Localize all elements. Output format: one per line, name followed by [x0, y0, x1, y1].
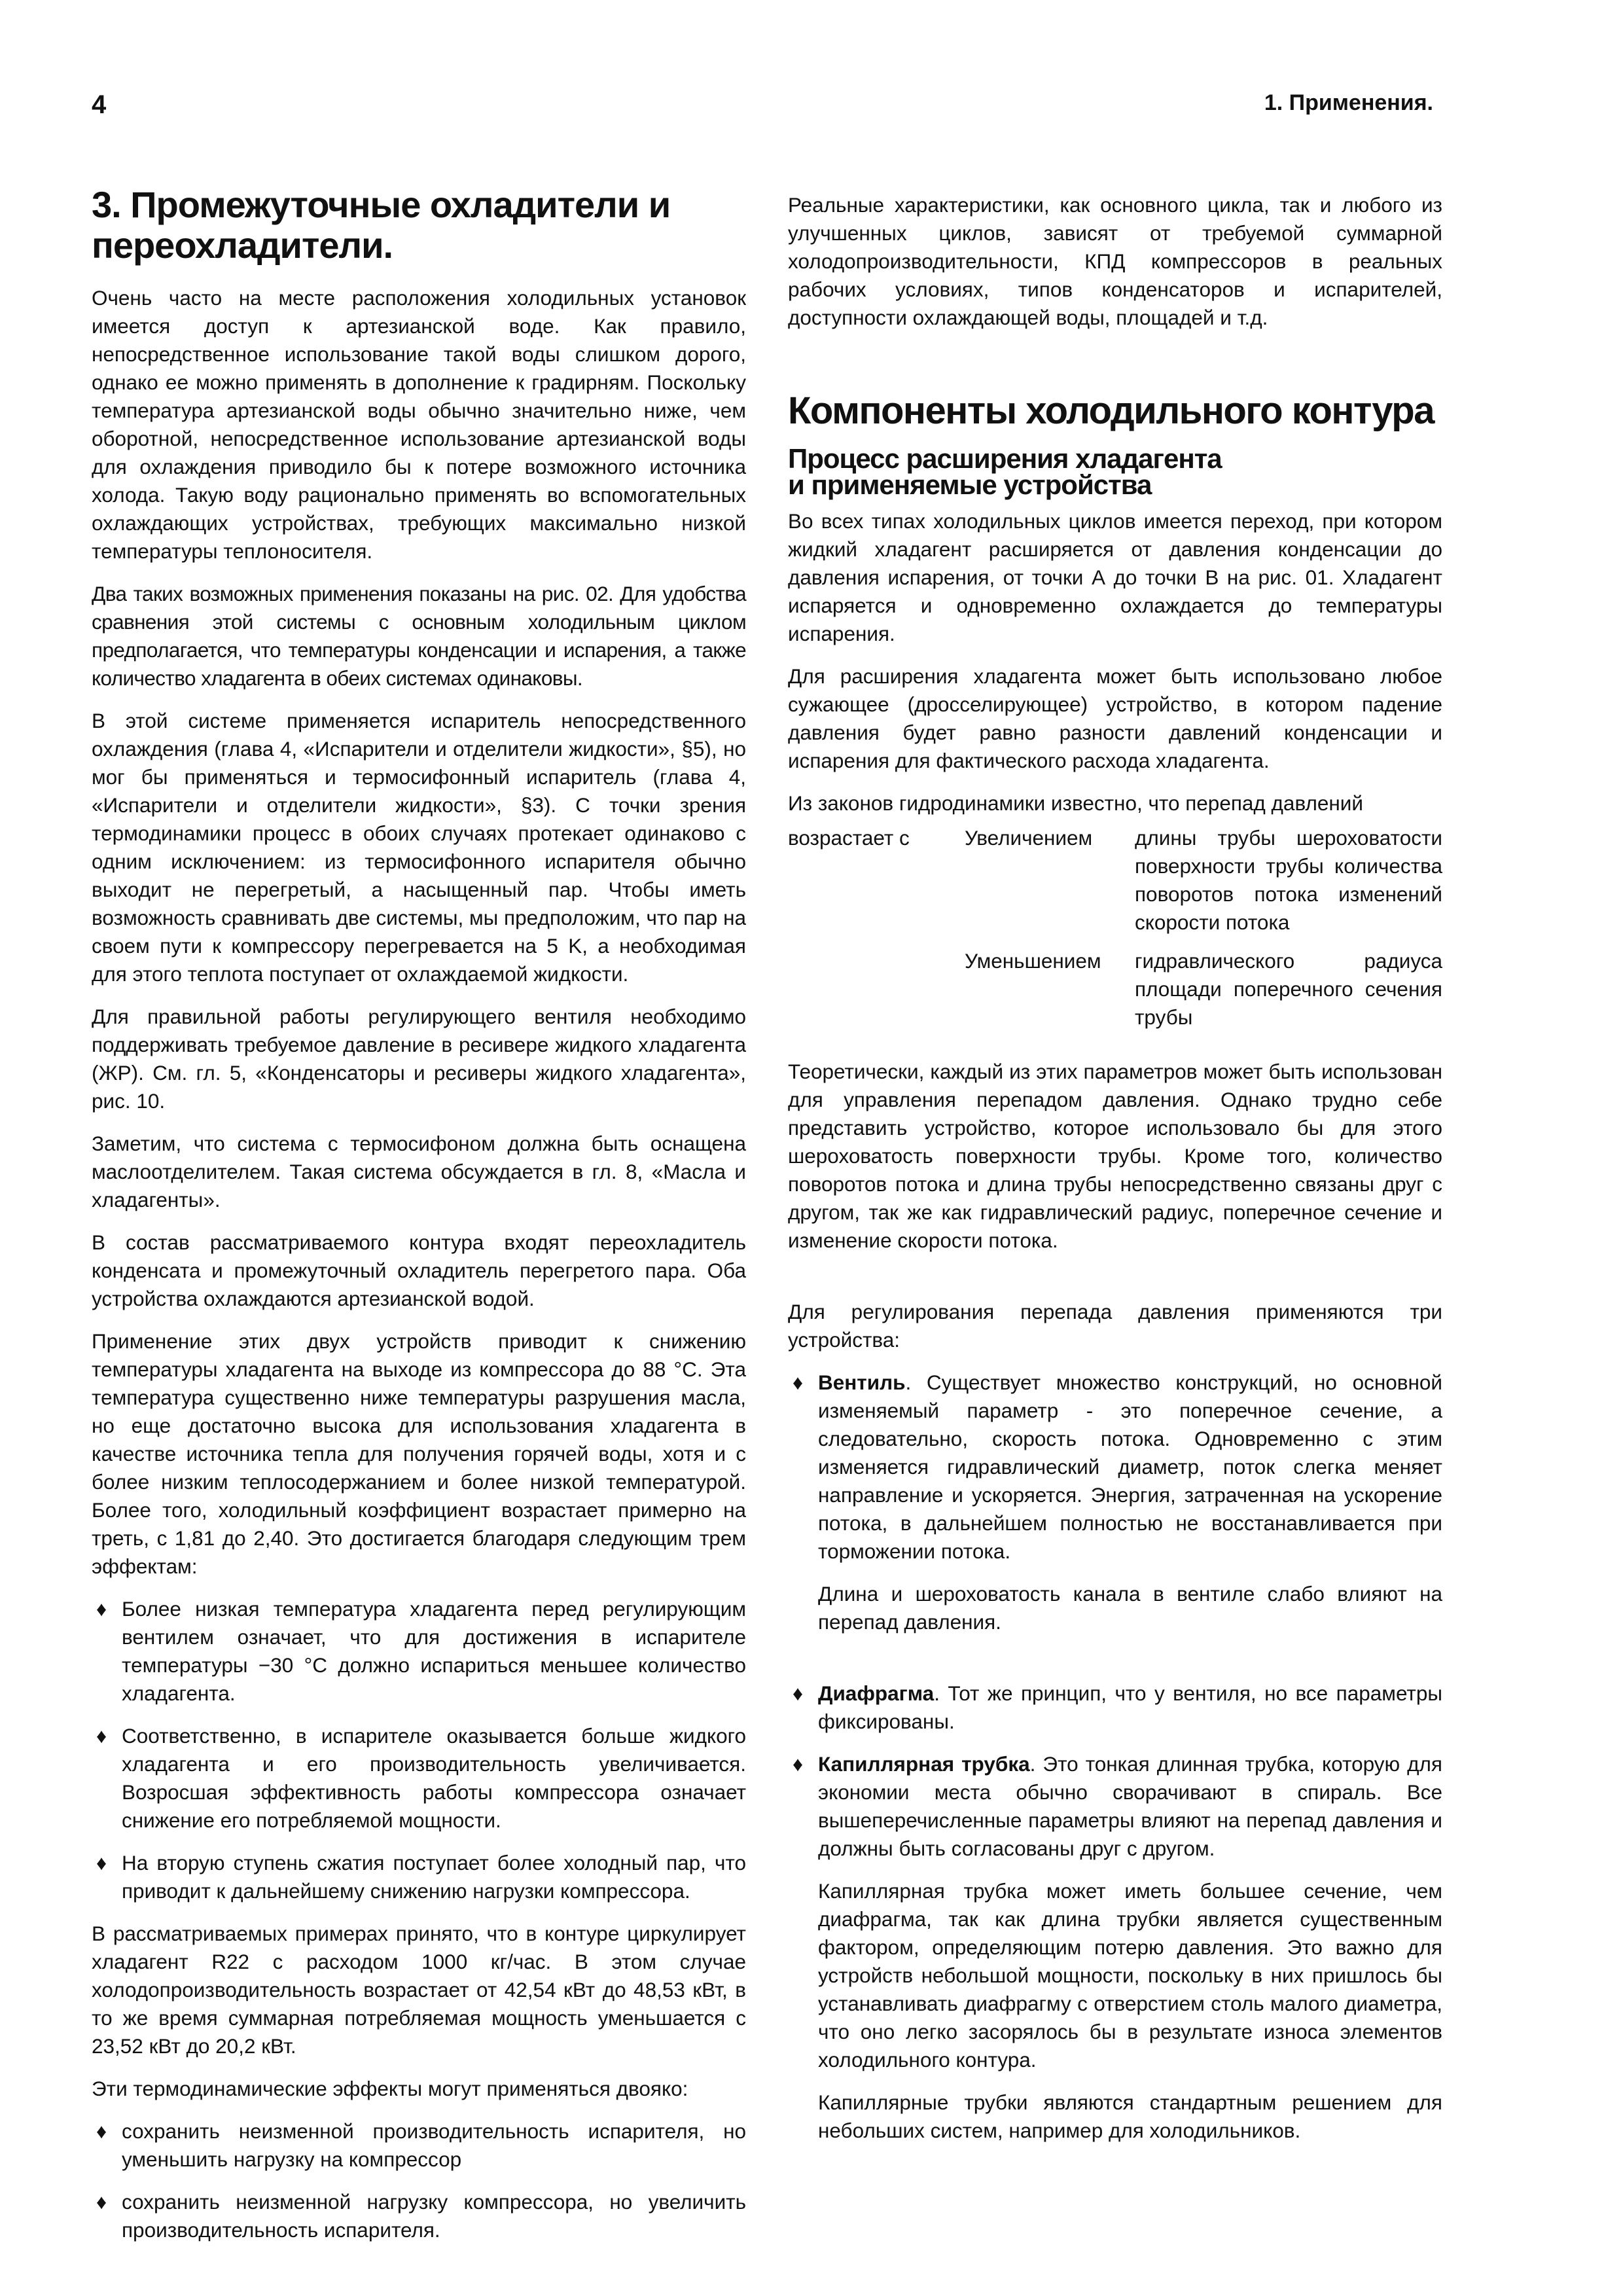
- bullet-diamond-icon: ♦: [792, 1752, 804, 1776]
- list-item: [92, 2188, 746, 2244]
- paragraph-two-applications: Два таких возможных применения показаны на рис. 02. Для удобства сравнения этой системы с основным холодильным циклом предполагается, что температуры конденсации и испарения, а также количество хладагента в обеих системах одинаковы.: [92, 582, 746, 690]
- device-note: Капиллярные трубки являются стандартным решением для небольших систем, например для холодильников.: [818, 2090, 1442, 2142]
- section-title: 3. Промежуточные охладители и переохладители.: [92, 184, 671, 266]
- main-heading: Компоненты холодильного контура: [788, 389, 1434, 432]
- table-cell-label: возрастает с: [788, 826, 910, 850]
- list-item: [92, 2117, 746, 2174]
- paragraph-oil-separator: Заметим, что система с термосифоном должна быть оснащена маслоотделителем. Такая система обсуждается в гл. 8, «Масла и хладагенты».: [92, 1132, 746, 1211]
- device-description: . Тот же принцип, что у вентиля, но все параметры фиксированы.: [818, 1681, 1442, 1733]
- paragraph-r22-example: В рассматриваемых примерах принято, что в контуре циркулирует хладагент R22 с расходом 1000 кг/час. В этом случае холодопроизводительность возрастает от 42,54 кВт до 48,53 кВт, в то же время суммарная потребляемая мощность уменьшается с 23,52 кВт до 20,2 кВт.: [92, 1922, 746, 2058]
- paragraph-devices-intro: Для регулирования перепада давления применяются три устройства:: [788, 1300, 1442, 1352]
- device-note: Длина и шероховатость канала в вентиле слабо влияют на перепад давления.: [818, 1582, 1442, 1634]
- table-cell-decrease-label: Уменьшением: [965, 949, 1101, 973]
- left-column: [92, 185, 746, 2259]
- list-item: [92, 1849, 746, 1905]
- bullet-diamond-icon: ♦: [96, 1851, 107, 1874]
- right-column: [788, 191, 1442, 2159]
- list-item: [92, 1595, 746, 1708]
- bullet-diamond-icon: ♦: [96, 1724, 107, 1748]
- paragraph-theory: Теоретически, каждый из этих параметров может быть использован для управления перепадом давления. Однако трудно себе представить устройство, которое использовало бы для этого шероховатость поверхности трубы. Кроме того, количество поворотов потока и длина трубы непосредственно связаны друг с другом, так же как гидравлический радиус, поперечное сечение и изменение скорости потока.: [788, 1060, 1442, 1252]
- chapter-title: 1. Применения.: [1264, 90, 1433, 115]
- device-description: . Это тонкая длинная трубка, которую для экономии места обычно сворачивают в спираль. Все вышеперечисленные параметры влияют на перепад давления и должны быть согласованы друг с другом.: [818, 1752, 1442, 1860]
- options-list: [92, 2117, 746, 2244]
- list-item: [92, 1722, 746, 1835]
- paragraph-artesian-water: Очень часто на месте расположения холодильных установок имеется доступ к артезианской воде. Как правило, непосредственное использование такой воды слишком дорого, однако ее можно применять в дополнение к градирням. Поскольку температура артезианской воды обычно значительно ниже, чем оборотной, непосредственное использование артезианской воды для охлаждения приводило бы к потере возможного источника холода. Такую воду рационально применять во вспомогательных охлаждающих устройствах, требующих максимально низкой температуры теплоносителя.: [92, 286, 746, 563]
- table-cell-decrease-text: гидравлического радиуса площади поперечного сечения трубы: [1135, 949, 1442, 1029]
- bullet-diamond-icon: ♦: [792, 1371, 804, 1394]
- device-description: . Существует множество конструкций, но основной изменяемый параметр - это поперечное сечение, а следовательно, скорость потока. Одновременно с этим изменяется гидравлический диаметр, поток слегка меняет направление и ускоряется. Энергия, затраченная на ускорение потока, в дальнейшем полностью не восстанавливается при торможении потока.: [818, 1371, 1442, 1563]
- table-cell-increase-text: длины трубы шероховатости поверхности трубы количества поворотов потока изменений скорости потока: [1135, 826, 1442, 934]
- bullet-diamond-icon: ♦: [96, 2119, 107, 2143]
- pressure-factors-table: [788, 824, 1442, 1042]
- bullet-diamond-icon: ♦: [792, 1681, 804, 1705]
- device-note: Капиллярная трубка может иметь большее сечение, чем диафрагма, так как длина трубки является существенным фактором, определяющим потерю давления. Это важно для устройств небольшой мощности, поскольку в них пришлось бы устанавливать диафрагму с отверстием столь малого диаметра, что оно легко засорялось бы в результате износа элементов холодильного контура.: [818, 1879, 1442, 2072]
- devices-list: [788, 1369, 1442, 2145]
- paragraph-evaporator: В этой системе применяется испаритель непосредственного охлаждения (глава 4, «Испарители и отделители жидкости», §5), но мог бы применяться и термосифонный испаритель (глава 4, «Испарители и отделители жидкости», §3). С точки зрения термодинамики процесс в обоих случаях протекает одинаково с одним исключением: из термосифонного испарителя обычно выходит не перегретый, а насыщенный пар. Чтобы иметь возможность сравнивать две системы, мы предположим, что пар на своем пути к компрессору перегревается на 5 K, а необходимая для этого теплота поступает от охлаждаемой жидкости.: [92, 709, 746, 986]
- paragraph-throttling: Для расширения хладагента может быть использовано любое сужающее (дросселирующее) устройство, в котором падение давления будет равно разности давлений конденсации и испарения для фактического расхода хладагента.: [788, 664, 1442, 772]
- paragraph-expansion: Во всех типах холодильных циклов имеется переход, при котором жидкий хладагент расширяется от давления конденсации до давления испарения, от точки А до точки В на рис. 01. Хладагент испаряется и одновременно охлаждается до температуры испарения.: [788, 509, 1442, 645]
- table-cell-increase-label: Увеличением: [965, 826, 1093, 850]
- list-item-text: Соответственно, в испарителе оказывается больше жидкого хладагента и его производительность увеличивается. Возросшая эффективность работы компрессора означает снижение его потребляемой мощности.: [122, 1724, 746, 1832]
- list-item-text: На вторую ступень сжатия поступает более холодный пар, что приводит к дальнейшему снижению нагрузки компрессора.: [122, 1851, 746, 1903]
- paragraph-hydrodynamics: Из законов гидродинамики известно, что перепад давлений: [788, 791, 1363, 815]
- list-item-valve: [788, 1369, 1442, 1636]
- bullet-diamond-icon: ♦: [96, 1597, 107, 1621]
- term-capillary: Капиллярная трубка: [818, 1752, 1030, 1776]
- effects-list: [92, 1595, 746, 1905]
- page-number: 4: [92, 90, 107, 119]
- list-item-diaphragm: [788, 1679, 1442, 1736]
- list-item-text: Более низкая температура хладагента перед регулирующим вентилем означает, что для достижения в испарителе температуры −30 °C должно испариться меньшее количество хладагента.: [122, 1597, 746, 1705]
- list-item-text: сохранить неизменной производительность испарителя, но уменьшить нагрузку на компрессор: [122, 2119, 746, 2171]
- sub-heading-line1: Процесс расширения хладагента: [788, 443, 1222, 474]
- paragraph-circuit-composition: В состав рассматриваемого контура входят переохладитель конденсата и промежуточный охладитель перегретого пара. Оба устройства охлаждаются артезианской водой.: [92, 1230, 746, 1310]
- term-diaphragm: Диафрагма: [818, 1681, 935, 1705]
- bullet-diamond-icon: ♦: [96, 2190, 107, 2214]
- sub-heading-line2: и применяемые устройства: [788, 469, 1152, 500]
- table-row: [788, 824, 1442, 947]
- table-row: [788, 947, 1442, 1042]
- list-item-capillary: [788, 1750, 1442, 2145]
- paragraph-regulating-valve: Для правильной работы регулирующего вентиля необходимо поддерживать требуемое давление в ресивере жидкого хладагента (ЖР). См. гл. 5, «Конденсаторы и ресиверы жидкого хладагента», рис. 10.: [92, 1005, 746, 1113]
- paragraph-real-characteristics: Реальные характеристики, как основного цикла, так и любого из улучшенных циклов, зависят от требуемой суммарной холодопроизводительности, КПД компрессоров в реальных рабочих условиях, типов конденсаторов и испарителей, доступности охлаждающей воды, площадей и т.д.: [788, 193, 1442, 329]
- sub-heading: [788, 443, 1442, 500]
- paragraph-temperature-effects: Применение этих двух устройств приводит к снижению температуры хладагента на выходе из компрессора до 88 °C. Эта температура существенно ниже температуры разрушения масла, но еще достаточно высока для использования хладагента в качестве источника тепла для получения горячей воды, хотя и с более низким теплосодержанием и более низкой температурой. Более того, холодильный коэффициент возрастает примерно на треть, с 1,81 до 2,40. Это достигается благодаря следующим трем эффектам:: [92, 1329, 746, 1578]
- list-item-text: сохранить неизменной нагрузку компрессора, но увеличить производительность испарителя.: [122, 2190, 746, 2242]
- term-valve: Вентиль: [818, 1371, 906, 1394]
- paragraph-twofold: Эти термодинамические эффекты могут применяться двояко:: [92, 2077, 688, 2100]
